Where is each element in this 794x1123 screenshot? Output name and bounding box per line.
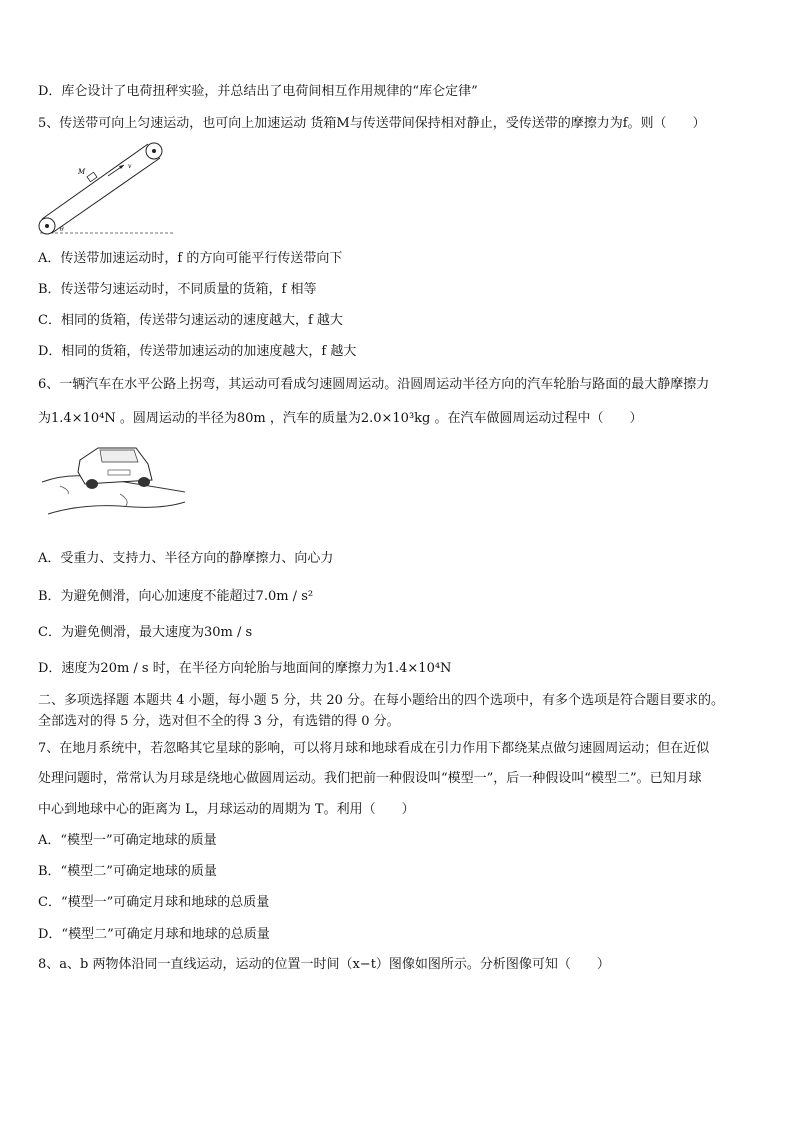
fig-label-theta: θ xyxy=(60,226,64,233)
question-6-stem-2: 为1.4×10⁴N 。圆周运动的半径为80m ，汽车的质量为2.0×10³kg 。在汽车做圆周运动过程中（ ） xyxy=(38,411,643,426)
car-turning-figure xyxy=(40,442,190,522)
section-2-heading-2: 全部选对的得 5 分，选对但不全的得 3 分，有选错的得 0 分。 xyxy=(38,714,400,729)
option-5d: D．相同的货箱，传送带加速运动的加速度越大，f 越大 xyxy=(38,344,357,359)
question-7-stem-2: 处理问题时，常常认为月球是绕地心做圆周运动。我们把前一种假设叫“模型一”，后一种假设叫“模型二”。已知月球 xyxy=(38,771,702,786)
conveyor-belt-figure xyxy=(38,138,178,238)
option-d-prev: D．库仑设计了电荷扭秤实验，并总结出了电荷间相互作用规律的“库仑定律” xyxy=(38,84,478,99)
fig-label-m: M xyxy=(78,168,86,176)
option-7c: C．“模型一”可确定月球和地球的总质量 xyxy=(38,895,270,910)
option-6b: B．为避免侧滑，向心加速度不能超过7.0m / s² xyxy=(38,589,314,604)
option-6c: C．为避免侧滑，最大速度为30m / s xyxy=(38,625,253,640)
option-5a: A．传送带加速运动时，f 的方向可能平行传送带向下 xyxy=(38,251,343,266)
option-7a: A．“模型一”可确定地球的质量 xyxy=(38,833,217,848)
question-8-stem: 8、a、b 两物体沿同一直线运动，运动的位置一时间（x−t）图像如图所示。分析图像可知（ ） xyxy=(38,957,610,972)
section-2-heading-1: 二、多项选择题 本题共 4 小题，每小题 5 分，共 20 分。在每小题给出的四个选项中，有多个选项是符合题目要求的。 xyxy=(38,693,725,708)
option-7d: D．“模型二”可确定月球和地球的总质量 xyxy=(38,927,270,942)
option-6a: A．受重力、支持力、半径方向的静摩擦力、向心力 xyxy=(38,551,334,566)
question-7-stem-3: 中心到地球中心的距离为 L，月球运动的周期为 T。利用（ ） xyxy=(38,802,415,817)
option-6d: D．速度为20m / s 时，在半径方向轮胎与地面间的摩擦力为1.4×10⁴N xyxy=(38,661,452,676)
option-5c: C．相同的货箱，传送带匀速运动的速度越大，f 越大 xyxy=(38,313,343,328)
question-5-stem: 5、传送带可向上匀速运动，也可向上加速运动 货箱M与传送带间保持相对静止，受传送带的摩擦力为f。则（ ） xyxy=(38,116,706,131)
fig-label-v: v xyxy=(128,163,132,170)
option-7b: B．“模型二”可确定地球的质量 xyxy=(38,864,217,879)
option-5b: B．传送带匀速运动时，不同质量的货箱，f 相等 xyxy=(38,282,317,297)
question-6-stem-1: 6、一辆汽车在水平公路上拐弯，其运动可看成匀速圆周运动。沿圆周运动半径方向的汽车轮胎与路面的最大静摩擦力 xyxy=(38,377,710,392)
question-7-stem-1: 7、在地月系统中，若忽略其它星球的影响，可以将月球和地球看成在引力作用下都绕某点做匀速圆周运动；但在近似 xyxy=(38,741,710,756)
